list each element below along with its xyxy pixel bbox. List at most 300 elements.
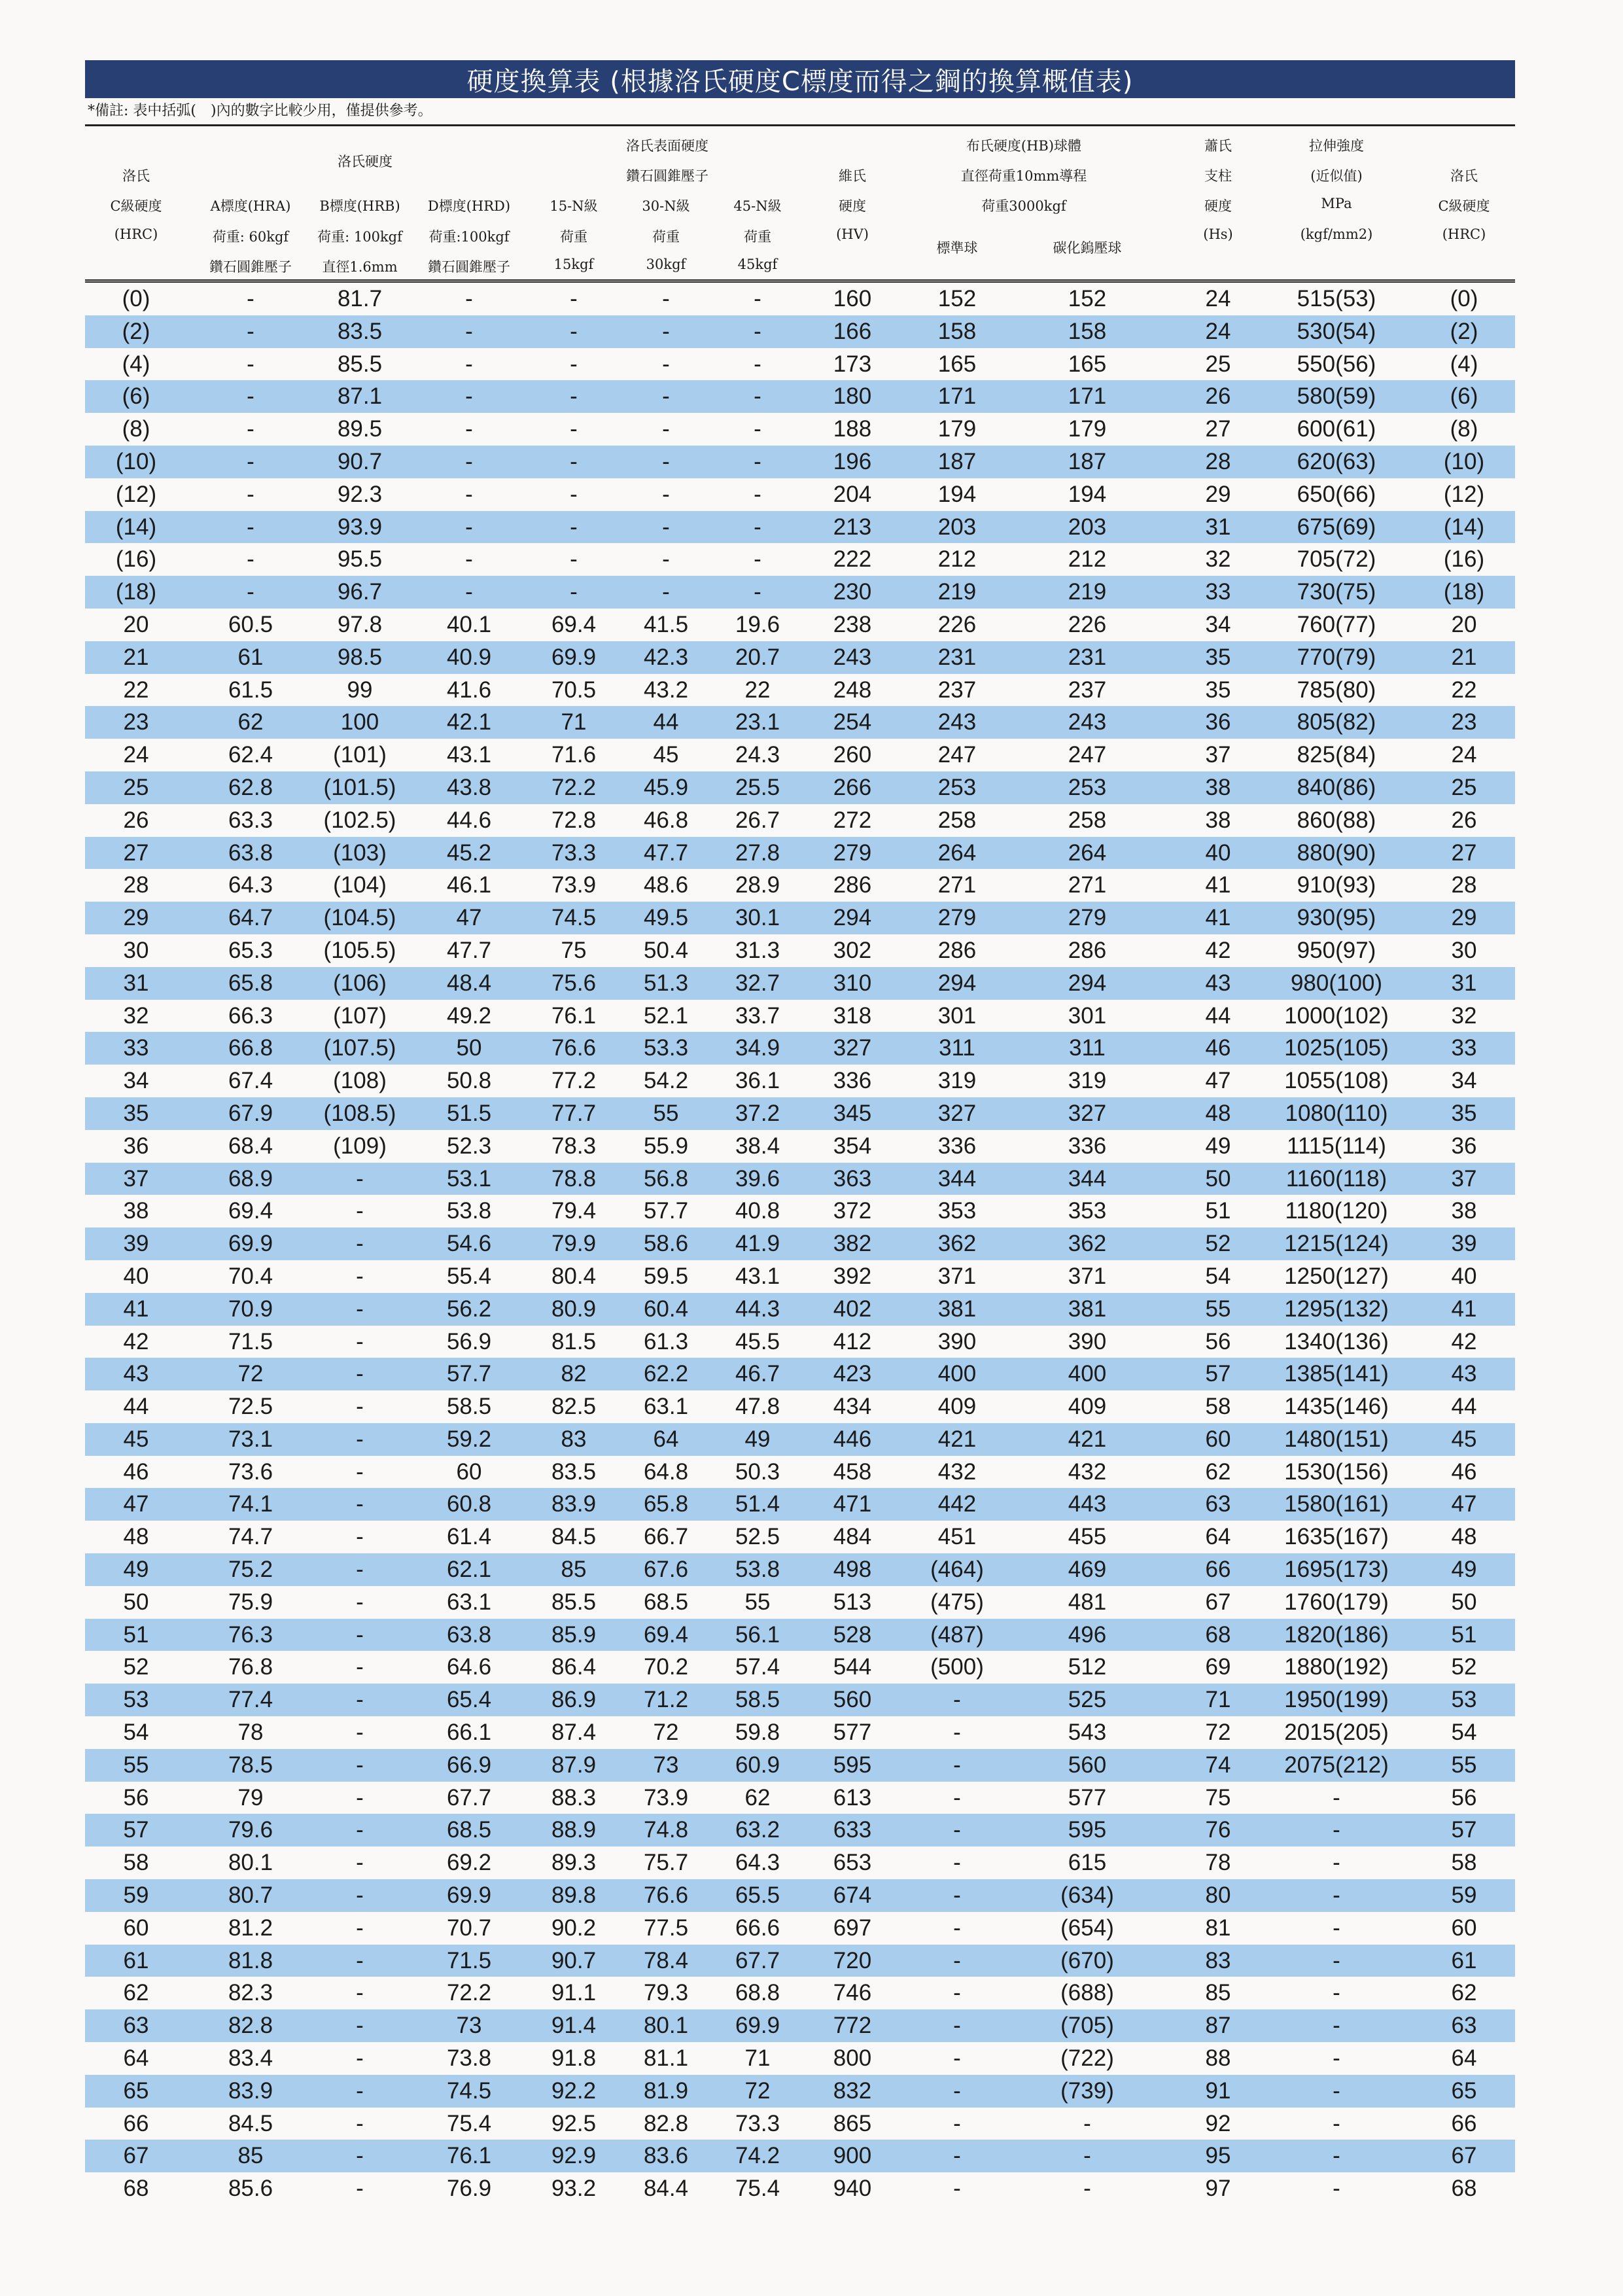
header-shore-line3: 硬度 (1204, 198, 1232, 214)
cell-n15: 92.2 (551, 2077, 597, 2104)
cell-n30: 51.3 (643, 970, 689, 996)
cell-hra: 61 (237, 644, 264, 670)
cell-hrc-right: 50 (1451, 1589, 1477, 1615)
cell-hrd: 45.2 (446, 839, 492, 866)
cell-tensile: 1340(136) (1284, 1328, 1389, 1354)
cell-tensile: - (1333, 1882, 1340, 1909)
cell-n15: 87.4 (551, 1720, 597, 1746)
cell-n45: 43.1 (735, 1263, 780, 1289)
cell-hb-standard: - (953, 1947, 961, 1973)
cell-hrb: - (356, 1296, 364, 1322)
cell-hv: 180 (833, 383, 872, 410)
cell-hb-standard: 294 (937, 970, 977, 996)
table-row (85, 1977, 1515, 2009)
cell-n45: - (754, 318, 761, 344)
cell-n15: 88.9 (551, 1817, 597, 1843)
cell-shore: 64 (1205, 1524, 1231, 1550)
cell-hv: 248 (833, 677, 872, 703)
cell-n45: - (754, 448, 761, 474)
cell-hrc-right: 30 (1451, 937, 1477, 963)
cell-tensile: 620(63) (1297, 448, 1376, 474)
table-row (85, 1227, 1515, 1260)
cell-hb-standard: (500) (930, 1654, 984, 1680)
cell-hrd: 63.8 (446, 1621, 492, 1648)
cell-tensile: - (1333, 2013, 1340, 2039)
cell-hv: 173 (833, 351, 872, 377)
cell-hrc: 37 (123, 1165, 149, 1192)
cell-tensile: 1760(179) (1284, 1589, 1389, 1615)
cell-shore: 74 (1205, 1752, 1231, 1778)
cell-n30: 42.3 (643, 644, 689, 670)
cell-n30: 82.8 (643, 2110, 689, 2136)
cell-hb-standard: 219 (937, 579, 977, 605)
cell-hrc: 29 (123, 905, 149, 931)
cell-n15: 93.2 (551, 2176, 597, 2202)
cell-hra: - (247, 318, 254, 344)
cell-n30: 74.8 (643, 1817, 689, 1843)
cell-hrc: 41 (123, 1296, 149, 1322)
cell-hb-standard: - (953, 1784, 961, 1810)
cell-hrc-right: (6) (1450, 383, 1478, 410)
cell-hrc-right: 26 (1451, 807, 1477, 833)
cell-hb-standard: (475) (930, 1589, 984, 1615)
cell-hb-carbide: 432 (1068, 1458, 1107, 1485)
cell-hb-carbide: 286 (1068, 937, 1107, 963)
cell-hb-carbide: 381 (1068, 1296, 1107, 1322)
cell-n15: 82.5 (551, 1394, 597, 1420)
cell-shore: 35 (1205, 677, 1231, 703)
cell-hrb: - (356, 2110, 364, 2136)
cell-tensile: 930(95) (1297, 905, 1376, 931)
table-row (85, 1000, 1515, 1033)
cell-hb-carbide: (722) (1060, 2045, 1114, 2072)
cell-n30: 73 (653, 1752, 679, 1778)
cell-hrc-right: 54 (1451, 1720, 1477, 1746)
cell-hb-standard: - (953, 2077, 961, 2104)
cell-hrb: - (356, 1980, 364, 2006)
cell-hrd: - (465, 546, 473, 573)
cell-hb-standard: 371 (937, 1263, 977, 1289)
cell-hrd: 52.3 (446, 1133, 492, 1159)
cell-hra: 68.4 (228, 1133, 273, 1159)
cell-shore: 33 (1205, 579, 1231, 605)
cell-hb-standard: 152 (937, 286, 977, 311)
cell-hv: 243 (833, 644, 872, 670)
cell-n45: 51.4 (735, 1491, 780, 1517)
cell-tensile: 1215(124) (1284, 1231, 1389, 1257)
cell-tensile: 2015(205) (1284, 1720, 1389, 1746)
cell-hv: 318 (833, 1002, 872, 1029)
header-hrc-right-line2: C級硬度 (1438, 198, 1490, 214)
header-tensile-line2: (近似值) (1310, 168, 1363, 184)
cell-n30: 80.1 (643, 2013, 689, 2039)
cell-n30: 64.8 (643, 1458, 689, 1485)
cell-hrc: 23 (123, 709, 149, 735)
cell-n15: 78.8 (551, 1165, 597, 1192)
cell-hrb: (109) (333, 1133, 387, 1159)
cell-hrc-right: (12) (1443, 481, 1485, 507)
table-row (85, 641, 1515, 674)
cell-n45: 32.7 (735, 970, 780, 996)
cell-hrc-right: 65 (1451, 2077, 1477, 2104)
cell-hrd: 53.8 (446, 1198, 492, 1224)
cell-hrd: 75.4 (446, 2110, 492, 2136)
table-title-bar (85, 60, 1515, 98)
table-row (85, 1846, 1515, 1879)
cell-hra: - (247, 448, 254, 474)
cell-n15: 83.5 (551, 1458, 597, 1485)
cell-hra: - (247, 514, 254, 540)
cell-hrc: 59 (123, 1882, 149, 1909)
cell-n45: 66.6 (735, 1915, 780, 1941)
cell-hb-carbide: 421 (1068, 1426, 1107, 1452)
cell-tensile: 580(59) (1297, 383, 1376, 410)
cell-hb-standard: 400 (937, 1361, 977, 1387)
cell-hrd: 68.5 (446, 1817, 492, 1843)
cell-hrc-right: 57 (1451, 1817, 1477, 1843)
cell-n45: 55 (744, 1589, 771, 1615)
header-hv-line3: (HV) (836, 226, 869, 242)
cell-hb-carbide: 301 (1068, 1002, 1107, 1029)
cell-tensile: 950(97) (1297, 937, 1376, 963)
cell-hrc-right: (14) (1443, 514, 1485, 540)
cell-hrc-right: 31 (1451, 970, 1477, 996)
cell-hrb: (101) (333, 742, 387, 768)
cell-hra: 75.2 (228, 1557, 273, 1583)
cell-hrc: 48 (123, 1524, 149, 1550)
cell-hrd: 47 (456, 905, 482, 931)
header-hv-line1: 維氏 (839, 168, 866, 184)
cell-hra: 73.6 (228, 1458, 273, 1485)
cell-n30: 69.4 (643, 1621, 689, 1648)
cell-hrd: - (465, 318, 473, 344)
cell-n30: 52.1 (643, 1002, 689, 1029)
cell-hrd: 71.5 (446, 1947, 492, 1973)
cell-hv: 402 (833, 1296, 872, 1322)
cell-hrb: 93.9 (337, 514, 383, 540)
cell-hrd: 53.1 (446, 1165, 492, 1192)
cell-hv: 746 (833, 1980, 872, 2006)
cell-hra: - (247, 546, 254, 573)
cell-hrb: 85.5 (337, 351, 383, 377)
cell-hra: 83.9 (228, 2077, 273, 2104)
header-hrb-line1: B標度(HRB) (319, 198, 400, 214)
cell-hb-carbide: 264 (1068, 839, 1107, 866)
cell-n15: 89.8 (551, 1882, 597, 1909)
cell-tensile: - (1333, 2143, 1340, 2169)
cell-hrc: 49 (123, 1557, 149, 1583)
cell-hrb: 98.5 (337, 644, 383, 670)
cell-n45: 38.4 (735, 1133, 780, 1159)
cell-hrc: (4) (122, 351, 150, 377)
cell-hrb: (104) (333, 872, 387, 898)
cell-n30: - (662, 514, 670, 540)
cell-hrb: - (356, 1361, 364, 1387)
cell-n30: 41.5 (643, 611, 689, 637)
cell-hb-standard: 319 (937, 1068, 977, 1094)
table-row (85, 771, 1515, 804)
cell-hb-carbide: 512 (1068, 1654, 1107, 1680)
cell-n15: 76.1 (551, 1002, 597, 1029)
table-body (85, 283, 1515, 2205)
cell-shore: 66 (1205, 1557, 1231, 1583)
cell-n45: 26.7 (735, 807, 780, 833)
cell-hv: 633 (833, 1817, 872, 1843)
table-row (85, 674, 1515, 707)
cell-hrd: 50.8 (446, 1068, 492, 1094)
cell-n30: 78.4 (643, 1947, 689, 1973)
table-row (85, 837, 1515, 870)
cell-n45: 44.3 (735, 1296, 780, 1322)
cell-hb-carbide: 271 (1068, 872, 1107, 898)
cell-hrd: - (465, 383, 473, 410)
cell-tensile: 530(54) (1297, 318, 1376, 344)
cell-hrb: - (356, 1491, 364, 1517)
cell-n30: 63.1 (643, 1394, 689, 1420)
cell-n30: 84.4 (643, 2176, 689, 2202)
cell-hrb: 90.7 (337, 448, 383, 474)
cell-hb-carbide: 443 (1068, 1491, 1107, 1517)
cell-n15: - (570, 286, 578, 311)
cell-hv: 392 (833, 1263, 872, 1289)
table-row (85, 2140, 1515, 2172)
cell-hra: - (247, 481, 254, 507)
cell-n15: 76.6 (551, 1035, 597, 1061)
cell-n30: 46.8 (643, 807, 689, 833)
cell-n45: - (754, 416, 761, 442)
cell-hb-standard: 243 (937, 709, 977, 735)
cell-hrc-right: (0) (1450, 286, 1478, 311)
cell-hb-carbide: 577 (1068, 1784, 1107, 1810)
cell-hrc-right: 53 (1451, 1687, 1477, 1713)
table-row (85, 1195, 1515, 1227)
cell-n45: 49 (744, 1426, 771, 1452)
cell-hb-standard: 264 (937, 839, 977, 866)
cell-n45: 45.5 (735, 1328, 780, 1354)
cell-tensile: 675(69) (1297, 514, 1376, 540)
cell-n45: 72 (744, 2077, 771, 2104)
cell-hrc: 64 (123, 2045, 149, 2072)
cell-hb-standard: 451 (937, 1524, 977, 1550)
cell-hb-carbide: 212 (1068, 546, 1107, 573)
cell-hb-carbide: 165 (1068, 351, 1107, 377)
cell-shore: 29 (1205, 481, 1231, 507)
cell-hb-carbide: 336 (1068, 1133, 1107, 1159)
cell-hrc: 25 (123, 774, 149, 800)
cell-hb-carbide: 219 (1068, 579, 1107, 605)
cell-hrb: - (356, 1720, 364, 1746)
cell-hv: 434 (833, 1394, 872, 1420)
cell-hrb: 95.5 (337, 546, 383, 573)
cell-hrc-right: 25 (1451, 774, 1477, 800)
cell-hv: 310 (833, 970, 872, 996)
table-row (85, 446, 1515, 478)
cell-hrc: 28 (123, 872, 149, 898)
header-tensile-line1: 拉伸強度 (1309, 138, 1364, 154)
cell-n45: 19.6 (735, 611, 780, 637)
cell-hb-standard: 344 (937, 1165, 977, 1192)
cell-hra: - (247, 579, 254, 605)
table-row (85, 2172, 1515, 2205)
cell-hrb: - (356, 1165, 364, 1192)
table-row (85, 902, 1515, 934)
header-hrb-line3: 直徑1.6mm (322, 259, 398, 275)
cell-n15: - (570, 448, 578, 474)
cell-n30: 48.6 (643, 872, 689, 898)
cell-hra: 84.5 (228, 2110, 273, 2136)
cell-hrc: 30 (123, 937, 149, 963)
cell-hb-standard: - (953, 2045, 961, 2072)
cell-n45: 25.5 (735, 774, 780, 800)
cell-hrc-right: 41 (1451, 1296, 1477, 1322)
cell-n15: 72.8 (551, 807, 597, 833)
cell-tensile: 860(88) (1297, 807, 1376, 833)
cell-hrc-right: (16) (1443, 546, 1485, 573)
cell-shore: 35 (1205, 644, 1231, 670)
cell-hrc: 33 (123, 1035, 149, 1061)
cell-hb-carbide: 231 (1068, 644, 1107, 670)
cell-hb-carbide: 226 (1068, 611, 1107, 637)
cell-n30: - (662, 416, 670, 442)
header-hrc-right-line1: 洛氏 (1450, 168, 1478, 184)
table-row (85, 1814, 1515, 1846)
cell-shore: 38 (1205, 807, 1231, 833)
cell-hrd: - (465, 481, 473, 507)
cell-hrc-right: 20 (1451, 611, 1477, 637)
cell-shore: 41 (1205, 872, 1231, 898)
cell-hb-carbide: (654) (1060, 1915, 1114, 1941)
cell-hrc: (2) (122, 318, 150, 344)
cell-hv: 279 (833, 839, 872, 866)
table-row (85, 1586, 1515, 1619)
cell-hrc-right: 48 (1451, 1524, 1477, 1550)
cell-shore: 31 (1205, 514, 1231, 540)
table-row (85, 1065, 1515, 1097)
cell-n30: 71.2 (643, 1687, 689, 1713)
table-row (85, 380, 1515, 413)
cell-tensile: - (1333, 1784, 1340, 1810)
cell-hra: 79 (237, 1784, 264, 1810)
cell-n15: 70.5 (551, 677, 597, 703)
cell-hv: 302 (833, 937, 872, 963)
cell-hrc: 61 (123, 1947, 149, 1973)
cell-shore: 95 (1205, 2143, 1231, 2169)
cell-shore: 60 (1205, 1426, 1231, 1452)
cell-tensile: 1160(118) (1285, 1165, 1387, 1192)
header-hra-line3: 鑽石圓錐壓子 (209, 259, 292, 275)
cell-n45: 24.3 (735, 742, 780, 768)
cell-hv: 336 (833, 1068, 872, 1094)
cell-hrb: - (356, 1198, 364, 1224)
cell-hrb: - (356, 1882, 364, 1909)
cell-hra: 63.8 (228, 839, 273, 866)
cell-hrc-right: 35 (1451, 1100, 1477, 1126)
cell-n30: 61.3 (643, 1328, 689, 1354)
cell-hrc: (10) (115, 448, 157, 474)
cell-hb-standard: 327 (937, 1100, 977, 1126)
cell-n15: 73.9 (551, 872, 597, 898)
cell-hrc: 39 (123, 1231, 149, 1257)
cell-shore: 67 (1205, 1589, 1231, 1615)
cell-n15: - (570, 351, 578, 377)
cell-n45: 57.4 (735, 1654, 780, 1680)
table-row (85, 543, 1515, 576)
cell-hv: 166 (833, 318, 872, 344)
cell-hra: 64.3 (228, 872, 273, 898)
cell-hrd: 60.8 (446, 1491, 492, 1517)
cell-n30: 60.4 (643, 1296, 689, 1322)
cell-hb-carbide: 371 (1068, 1263, 1107, 1289)
table-row (85, 934, 1515, 967)
cell-hb-standard: - (953, 2176, 961, 2202)
cell-n15: 92.5 (551, 2110, 597, 2136)
cell-n45: 23.1 (735, 709, 780, 735)
cell-n30: 77.5 (643, 1915, 689, 1941)
cell-hrc: 20 (123, 611, 149, 637)
header-superficial-line1: 洛氏表面硬度 (626, 138, 708, 154)
cell-hrd: 72.2 (446, 1980, 492, 2006)
cell-n45: - (754, 351, 761, 377)
cell-shore: 34 (1205, 611, 1231, 637)
cell-n30: 45.9 (643, 774, 689, 800)
table-row (85, 1879, 1515, 1912)
cell-shore: 62 (1205, 1458, 1231, 1485)
cell-n15: 90.2 (551, 1915, 597, 1941)
cell-hrb: - (356, 1621, 364, 1648)
cell-hra: 74.7 (228, 1524, 273, 1550)
cell-n15: - (570, 318, 578, 344)
header-n15-line2: 荷重 (560, 229, 587, 245)
cell-hrb: - (356, 1654, 364, 1680)
cell-hb-carbide: 319 (1068, 1068, 1107, 1094)
table-row (85, 869, 1515, 902)
cell-hra: 82.8 (228, 2013, 273, 2039)
cell-n45: 50.3 (735, 1458, 780, 1485)
cell-hra: 60.5 (228, 611, 273, 637)
cell-n30: 81.9 (643, 2077, 689, 2104)
cell-hrd: - (465, 416, 473, 442)
cell-hra: 62 (237, 709, 264, 735)
cell-hrc-right: (4) (1450, 351, 1478, 377)
cell-hrc: 31 (123, 970, 149, 996)
cell-n30: 64 (653, 1426, 679, 1452)
cell-hrd: 47.7 (446, 937, 492, 963)
cell-n15: 77.7 (551, 1100, 597, 1126)
cell-n15: 80.9 (551, 1296, 597, 1322)
cell-n15: 77.2 (551, 1068, 597, 1094)
cell-hrd: 50 (456, 1035, 482, 1061)
cell-hv: 653 (833, 1850, 872, 1876)
cell-hb-carbide: 560 (1068, 1752, 1107, 1778)
cell-hb-standard: 231 (937, 644, 977, 670)
cell-hrc: 57 (123, 1817, 149, 1843)
cell-n45: - (754, 546, 761, 573)
cell-hv: 260 (833, 742, 872, 768)
cell-n45: 52.5 (735, 1524, 780, 1550)
cell-n15: - (570, 383, 578, 410)
cell-hb-standard: - (953, 1720, 961, 1746)
header-hrc-line1: 洛氏 (122, 168, 150, 184)
cell-hrb: 99 (347, 677, 373, 703)
cell-shore: 38 (1205, 774, 1231, 800)
cell-hb-carbide: 469 (1068, 1557, 1107, 1583)
cell-hv: 354 (833, 1133, 872, 1159)
cell-hb-carbide: - (1083, 2110, 1091, 2136)
cell-hb-carbide: 344 (1068, 1165, 1107, 1192)
cell-n30: 76.6 (643, 1882, 689, 1909)
cell-hb-standard: (464) (930, 1557, 984, 1583)
cell-tensile: 515(53) (1297, 286, 1376, 311)
